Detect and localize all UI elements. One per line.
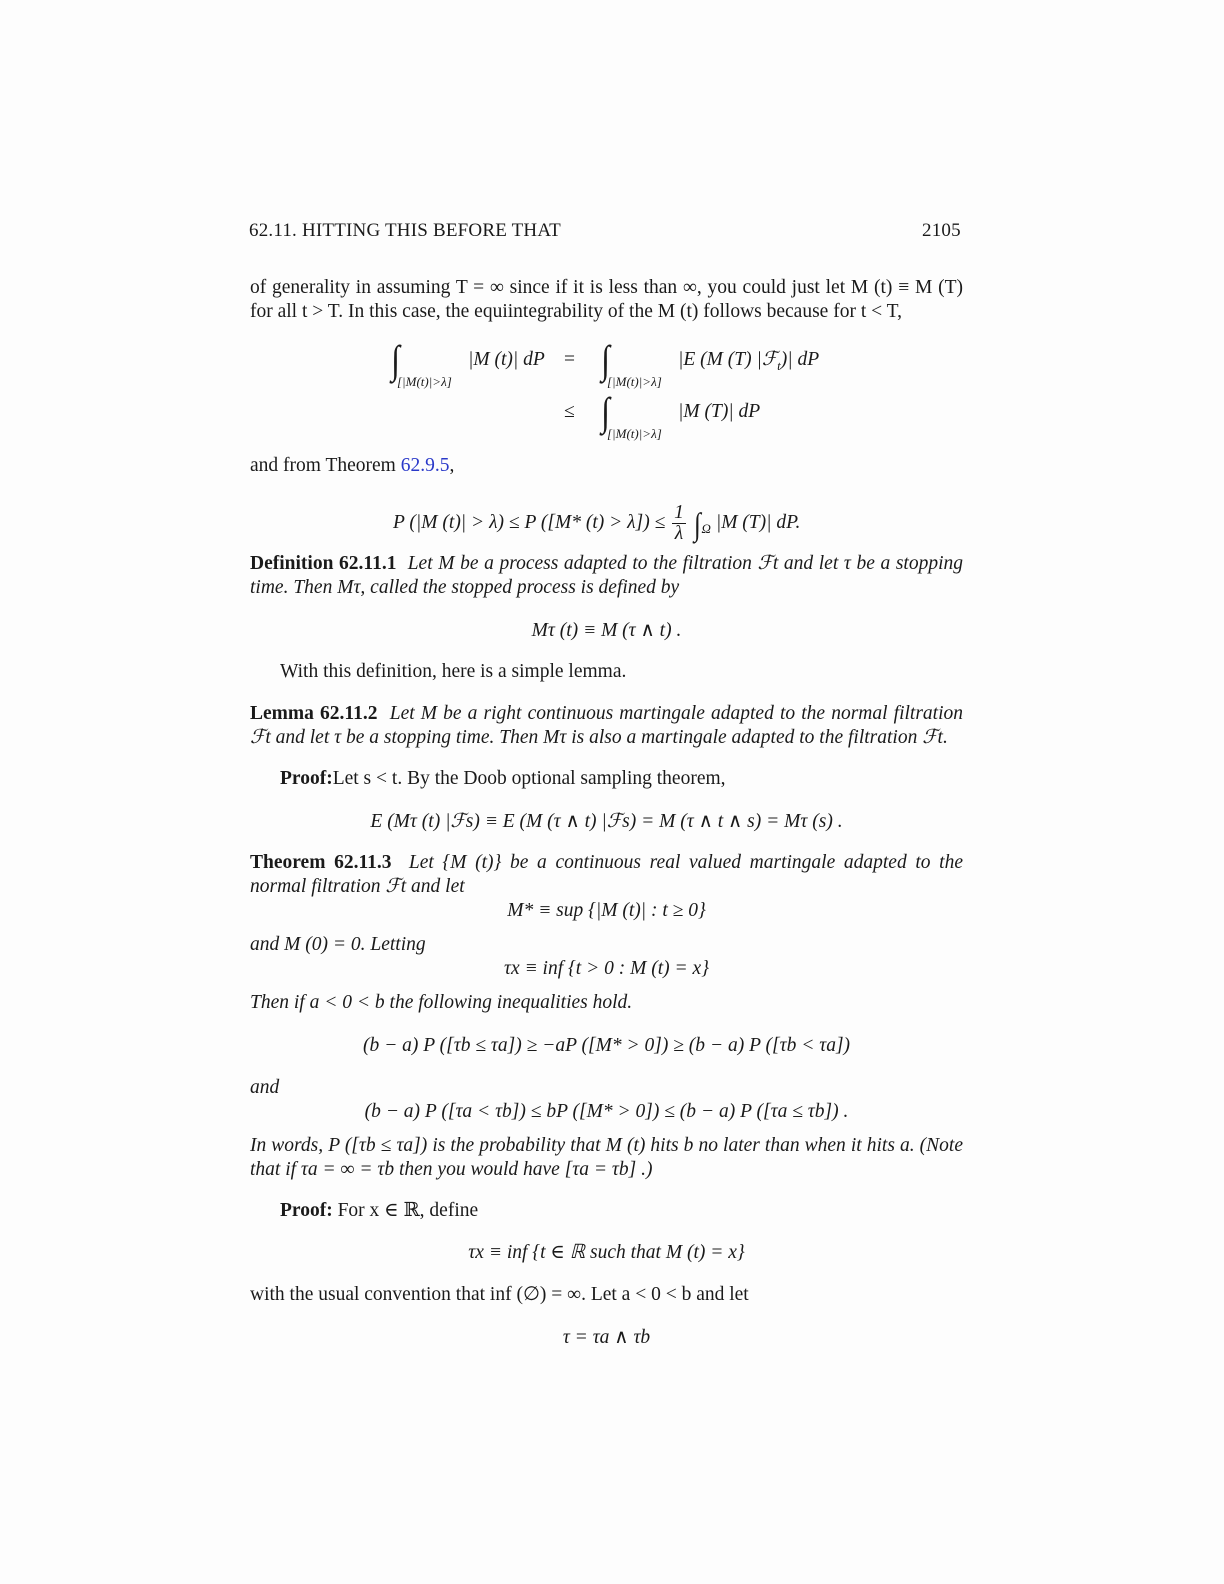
relation-leq: ≤ — [564, 401, 575, 422]
theorem-eq-tau: τx ≡ inf {t > 0 : M (t) = x} — [503, 958, 709, 979]
theorem-inequality-1: (b − a) P ([τb ≤ τa]) ≥ −aP ([M* > 0]) ≥ (b − a) P ([τb < τa]) — [362, 1035, 851, 1056]
integrand-rhs-2: |M (T)| dP — [678, 401, 761, 422]
proof-lemma-equation: E (Mτ (t) |ℱs) ≡ E (M (τ ∧ t) |ℱs) = M (τ ∧ t ∧ s) = Mτ (s) . — [370, 811, 843, 832]
definition — [250, 552, 963, 600]
lemma-text: Let M be a right continuous martingale adapted to the normal filtration ℱt and let τ be a stopping time. Then Mτ is also a martingale adapted to the filtration ℱt. — [250, 703, 964, 748]
theorem-text-4: In words, P ([τb ≤ τa]) is the probability that M (t) hits b no later than when it hits a. (Note that if τa = ∞ = τb then you would have [τa = τb] .) — [250, 1135, 963, 1180]
integral-sign-2: ∫ — [601, 337, 610, 382]
theorem-text-3: Then if a < 0 < b the following inequalities hold. — [250, 992, 633, 1013]
definition-equation: Mτ (t) ≡ M (τ ∧ t) . — [531, 620, 682, 641]
integral-region-1: [|M(t)|>λ] — [397, 374, 452, 389]
paragraph-intro: of generality in assuming T = ∞ since if it is less than ∞, you could just let M (t) ≡ M (T) for all t > T. In this case, the equiintegrability of the M (t) follows because for t < T, — [250, 277, 963, 322]
proof-lemma: Proof:Let s < t. By the Doob optional sampling theorem, — [280, 768, 726, 789]
lemma — [250, 702, 963, 750]
proof-theorem: Proof: For x ∈ ℝ, define — [280, 1200, 479, 1221]
theorem-inequality-2: (b − a) P ([τa < τb]) ≤ bP ([M* > 0]) ≤ (b − a) P ([τa ≤ τb]) . — [364, 1101, 849, 1122]
integral-region-2: [|M(t)|>λ] — [607, 374, 662, 389]
integrand-rhs-1: |E (M (T) |ℱ$_t$)| dP — [678, 349, 820, 373]
proof-theorem-text-2: with the usual convention that inf (∅) = ∞. Let a < 0 < b and let — [250, 1284, 749, 1305]
maximal-inequality: P (|M (t)| > λ) ≤ P ([M* (t) > λ]) ≤ $\frac{1}{\lambda}$ $\int_\Omega$ |M (T)| dP. — [393, 502, 801, 544]
theorem-and: and — [250, 1077, 280, 1098]
paragraph-theorem-ref: and from Theorem 62.9.5, — [250, 455, 455, 476]
paragraph-lemma-intro: With this definition, here is a simple lemma. — [280, 661, 627, 682]
proof-label: Proof: — [280, 768, 333, 789]
proof-theorem-equation: τx ≡ inf {t ∈ ℝ such that M (t) = x} — [468, 1242, 745, 1263]
theorem-text: Let {M (t)} be a continuous real valued martingale adapted to the normal filtration ℱt and let — [250, 852, 963, 897]
relation-equals: = — [564, 349, 575, 370]
proof-theorem-equation-2: τ = τa ∧ τb — [562, 1327, 651, 1348]
theorem-label: Theorem 62.11.3 — [250, 852, 392, 873]
proof-label-2: Proof: — [280, 1200, 333, 1221]
integral-region-3: [|M(t)|>λ] — [607, 426, 662, 441]
theorem-link[interactable]: 62.9.5 — [400, 455, 450, 476]
running-header: 62.11. HITTING THIS BEFORE THAT — [249, 220, 561, 241]
definition-label: Definition 62.11.1 — [250, 553, 397, 574]
theorem-eq-sup: M* ≡ sup {|M (t)| : t ≥ 0} — [507, 900, 706, 921]
lemma-label: Lemma 62.11.2 — [250, 703, 378, 724]
integrand-lhs: |M (t)| dP — [468, 349, 545, 370]
page-number: 2105 — [922, 220, 961, 241]
theorem-text-2: and M (0) = 0. Letting — [250, 934, 426, 955]
theorem — [250, 851, 963, 899]
integral-sign-1: ∫ — [391, 337, 400, 382]
fraction: $\frac{1}{\lambda}$ — [674, 502, 684, 544]
definition-text: Let M be a process adapted to the filtration ℱt and let τ be a stopping time. Then Mτ, called the stopped process is defined by — [250, 553, 964, 598]
integral-sign-3: ∫ — [601, 389, 610, 434]
